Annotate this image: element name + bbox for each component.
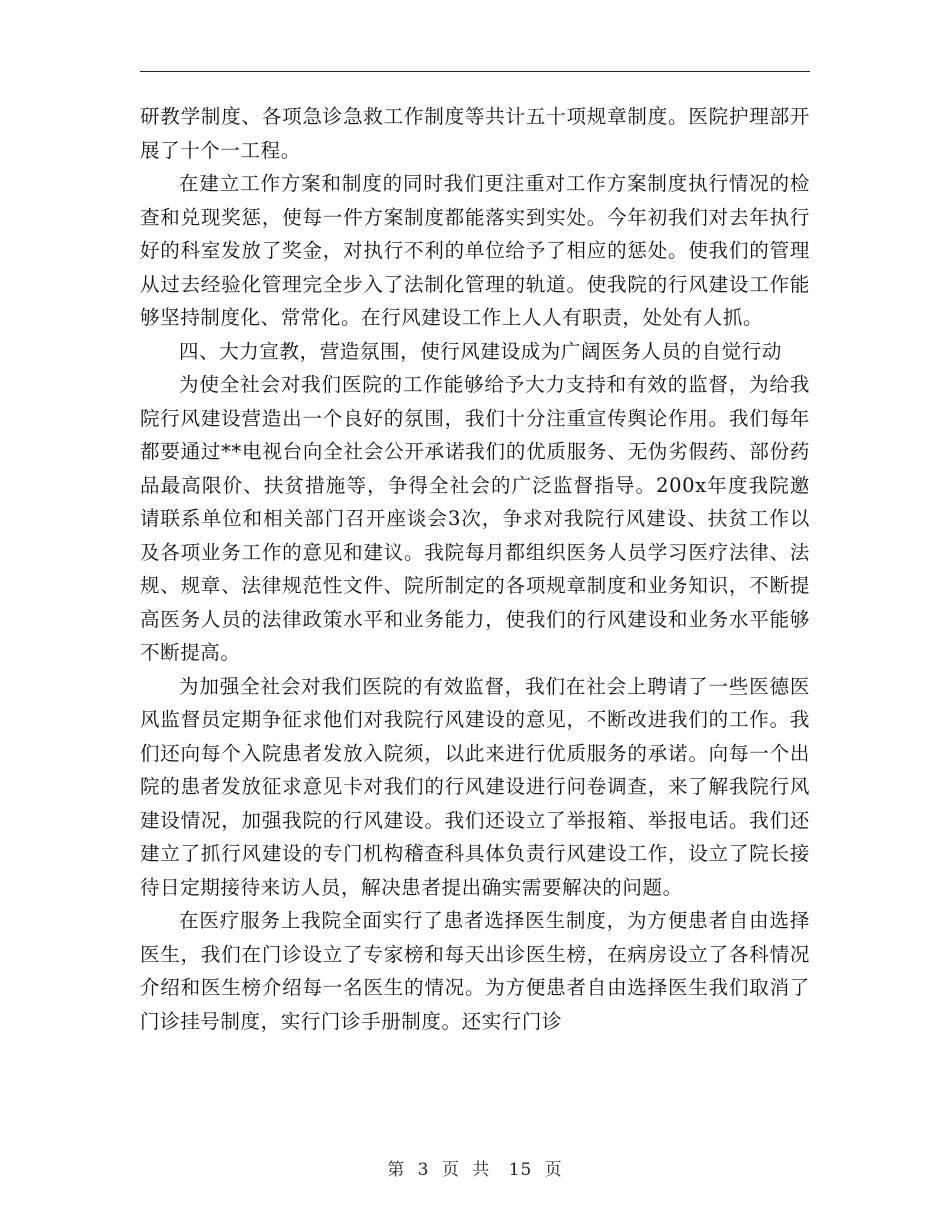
page-footer: [0, 1155, 950, 1180]
footer-total-pages: 15: [508, 1160, 533, 1180]
paragraph: 研教学制度、各项急诊急救工作制度等共计五十项规章制度。医院护理部开展了十个一工程。: [140, 105, 810, 162]
body-text: [140, 100, 810, 1038]
footer-total-prefix: 共: [472, 1160, 491, 1180]
paragraph: 在建立工作方案和制度的同时我们更注重对工作方案制度执行情况的检查和兑现奖惩，使每一件方案制度都能落实到实处。今年初我们对去年执行好的科室发放了奖金，对执行不利的单位给予了相应的惩处。使我们的管理从过去经验化管理完全步入了法制化管理的轨道。使我院的行风建设工作能够坚持制度化、常常化。在行风建设工作上人人有职责，处处有人抓。: [140, 172, 810, 329]
paragraph: 为使全社会对我们医院的工作能够给予大力支持和有效的监督，为给我院行风建设营造出一个良好的氛围，我们十分注重宣传舆论作用。我们每年都要通过**电视台向全社会公开承诺我们的优质服务、无伪劣假药、部份药品最高限价、扶贫措施等，争得全社会的广泛监督指导。200x年度我院邀请联系单位和相关部门召开座谈会3次，争求对我院行风建设、扶贫工作以及各项业务工作的意见和建议。我院每月都组织医务人员学习医疗法律、法规、规章、法律规范性文件、院所制定的各项规章制度和业务知识，不断提高医务人员的法律政策水平和业务能力，使我们的行风建设和业务水平能够不断提高。: [140, 373, 810, 664]
footer-page-word: 页: [441, 1160, 460, 1180]
footer-prefix: 第: [387, 1160, 406, 1180]
footer-suffix: 页: [544, 1160, 563, 1180]
paragraph: 在医疗服务上我院全面实行了患者选择医生制度，为方便患者自由选择医生，我们在门诊设立了专家榜和每天出诊医生榜，在病房设立了各科情况介绍和医生榜介绍每一名医生的情况。为方便患者自由选择医生我们取消了门诊挂号制度，实行门诊手册制度。还实行门诊: [140, 909, 810, 1033]
paragraph: 为加强全社会对我们医院的有效监督，我们在社会上聘请了一些医德医风监督员定期争征求他们对我院行风建设的意见，不断改进我们的工作。我们还向每个入院患者发放入院须，以此来进行优质服务的承诺。向每一个出院的患者发放征求意见卡对我们的行风建设进行问卷调查，来了解我院行风建设情况，加强我院的行风建设。我们还设立了举报箱、举报电话。我们还建立了抓行风建设的专门机构稽查科具体负责行风建设工作，设立了院长接待日定期接待来访人员，解决患者提出确实需要解决的问题。: [140, 674, 810, 899]
section-heading: 四、大力宣教，营造氛围，使行风建设成为广阔医务人员的自觉行动: [179, 339, 783, 363]
header-rule: [140, 71, 810, 72]
footer-current-page: 3: [417, 1160, 430, 1180]
